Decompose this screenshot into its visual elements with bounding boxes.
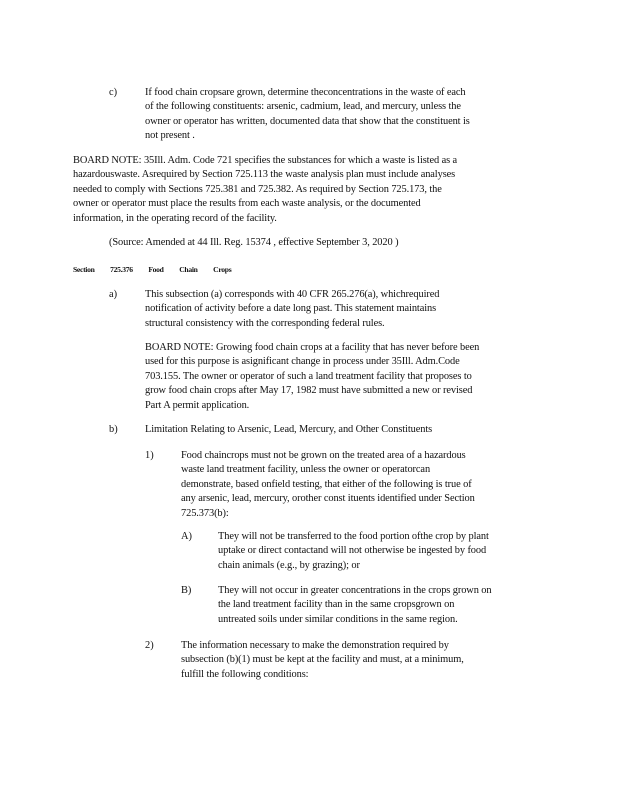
text-line: demonstrate, based onfield testing, that either of the following is true of (181, 478, 472, 490)
text-line: used for this purpose is asignificant change in process under 35Ill. Adm.Code (145, 356, 460, 368)
text-line: They will not occur in greater concentrations in the crops grown on (218, 585, 492, 596)
text-line: information, in the operating record of the facility. (73, 212, 277, 224)
item-c-text (145, 86, 531, 144)
item-b1-marker: 1) (145, 450, 154, 461)
text-line: grow food chain crops after May 17, 1982 must have submitted a new or revised (145, 385, 473, 397)
item-b1a-marker: A) (181, 531, 192, 542)
text-line: any arsenic, lead, mercury, orother const ituents identified under Section (181, 493, 475, 505)
text-line: waste land treatment facility, unless the owner or operatorcan (181, 464, 431, 476)
text-line: Part A permit application. (145, 399, 250, 411)
section-heading (73, 265, 245, 274)
text-line: 703.155. The owner or operator of such a land treatment facility that proposes to (145, 370, 472, 382)
item-b-title: Limitation Relating to Arsenic, Lead, Mercury, and Other Constituents (145, 424, 433, 435)
text-line: subsection (b)(1) must be kept at the facility and must, at a minimum, (181, 654, 464, 666)
item-b1a-text (218, 530, 534, 573)
text-line: needed to comply with Sections 725.381 and 725.382. As required by Section 725.173, the (73, 183, 442, 195)
text-line: BOARD NOTE: Growing food chain crops at a facility that has never before been (145, 342, 480, 353)
text-line: The information necessary to make the demonstration required by (181, 640, 449, 651)
text-line: untreated soils under similar conditions in the same region. (218, 613, 458, 625)
text-line: chain animals (e.g., by grazing); or (218, 559, 360, 571)
item-a-text (145, 288, 461, 331)
item-c-marker: c) (109, 87, 118, 98)
text-line: owner or operator must place the results from each waste analysis, or the documented (73, 198, 421, 210)
text-line: Food chaincrops must not be grown on the treated area of a hazardous (181, 450, 466, 461)
item-b1-text (181, 449, 527, 521)
text-line: BOARD NOTE: 35Ill. Adm. Code 721 specifies the substances for which a waste is listed as a (73, 155, 458, 166)
section-number: 725.376 (110, 265, 133, 274)
section-label: Section (73, 265, 95, 274)
source-note: (Source: Amended at 44 Ill. Reg. 15374 , effective September 3, 2020 ) (109, 237, 399, 248)
text-line: structural consistency with the corresponding federal rules. (145, 317, 385, 329)
text-line: of the following constituents: arsenic, cadmium, lead, and mercury, unless the (145, 101, 461, 113)
text-line: notification of activity before a date long past. This statement maintains (145, 303, 437, 315)
item-a-marker: a) (109, 289, 118, 300)
text-line: not present . (145, 130, 195, 142)
section-title-word: Food (148, 265, 164, 274)
text-line: uptake or direct contactand will not otherwise be ingested by food (218, 545, 487, 557)
section-title-word: Crops (213, 265, 232, 274)
text-line: If food chain cropsare grown, determine theconcentrations in the waste of each (145, 87, 466, 98)
item-b2-text (181, 639, 507, 682)
item-b-marker: b) (109, 424, 118, 435)
section-title-word: Chain (179, 265, 198, 274)
text-line: owner or operator has written, documented data that show that the constituent is (145, 115, 470, 127)
text-line: They will not be transferred to the food portion ofthe crop by plant (218, 531, 489, 542)
board-note-2 (145, 341, 537, 413)
board-note-1 (73, 154, 531, 226)
text-line: This subsection (a) corresponds with 40 CFR 265.276(a), whichrequired (145, 289, 440, 300)
text-line: hazardouswaste. Asrequired by Section 725.113 the waste analysis plan must include analyses (73, 169, 456, 181)
text-line: the land treatment facility than in the same cropsgrown on (218, 599, 455, 611)
text-line: 725.373(b): (181, 507, 229, 519)
text-line: fulfill the following conditions: (181, 668, 309, 680)
item-b1b-text (218, 584, 542, 627)
item-b2-marker: 2) (145, 640, 154, 651)
item-b1b-marker: B) (181, 585, 192, 596)
